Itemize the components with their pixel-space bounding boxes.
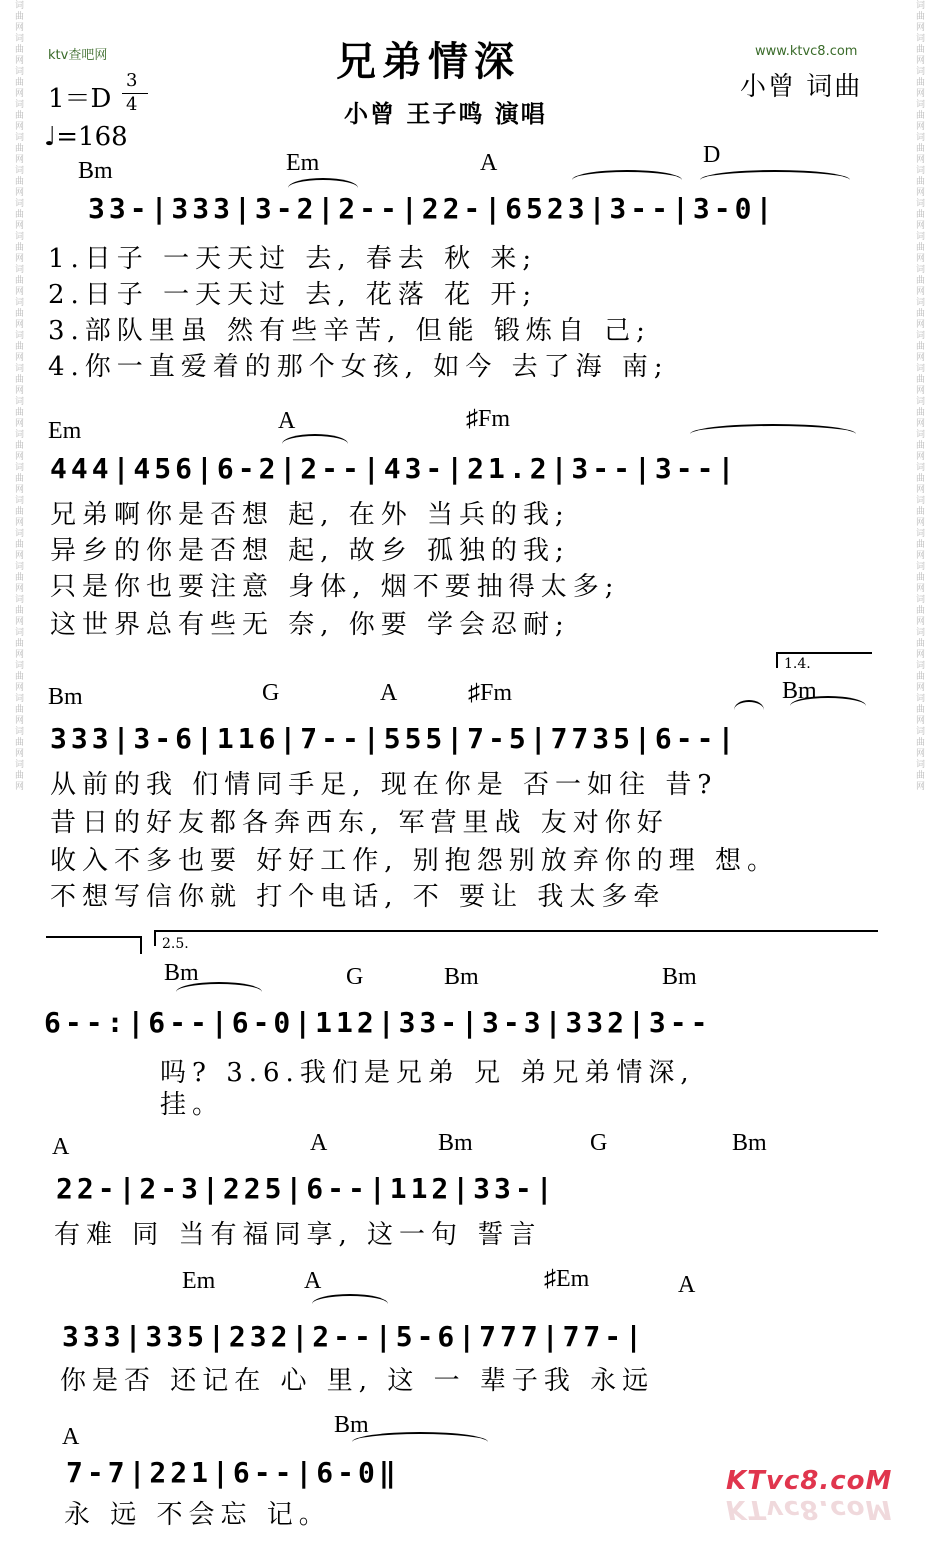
notation-row: 6--:|6--|6-0|112|33-|3-3|332|3--: [44, 1006, 712, 1039]
time-signature-top: 3: [126, 70, 138, 91]
chord: Bm: [78, 158, 113, 184]
chord: Em: [286, 150, 320, 176]
chord: D: [703, 142, 721, 168]
tie: [790, 696, 866, 716]
lyric-line: 收入不多也要 好好工作, 别抱怨别放弃你的理 想。: [50, 846, 780, 876]
credits: 小曾 词曲: [740, 72, 863, 102]
chord: A: [304, 1268, 322, 1294]
notation-row: 333|3-6|116|7--|555|7-5|7735|6--|: [50, 722, 739, 755]
tie: [176, 982, 262, 1002]
chord: Em: [182, 1268, 216, 1294]
chord: Bm: [444, 964, 479, 990]
lyric-line: 你是否 还记在 心 里, 这 一 辈子我 永远: [60, 1366, 655, 1396]
volta-label: 2.5.: [162, 936, 189, 952]
volta-bracket-edge: [154, 930, 156, 946]
volta-bracket: [46, 936, 142, 938]
lyric-line: 兄弟啊你是否想 起, 在外 当兵的我;: [50, 500, 570, 530]
lyric-line: 有难 同 当有福同享, 这一句 誓言: [54, 1220, 542, 1250]
notation-row: 22-|2-3|225|6--|112|33-|: [56, 1172, 557, 1205]
lyric-line: 异乡的你是否想 起, 故乡 孤独的我;: [50, 536, 570, 566]
side-watermark-right: 词曲网词曲网词曲网词曲网词曲网词曲网词曲网词曲网词曲网词曲网词曲网词曲网词曲网词曲网词曲网词曲网词曲网词曲网词曲网词曲网词曲网词曲网词曲网词曲网: [914, 0, 924, 792]
chord: G: [346, 964, 364, 990]
chord: Bm: [782, 678, 817, 704]
chord: Bm: [732, 1130, 767, 1156]
chord: Bm: [164, 960, 199, 986]
slur: [572, 170, 682, 190]
chord: A: [480, 150, 498, 176]
lyric-line: 不想写信你就 打个电话, 不 要让 我太多牵: [50, 882, 666, 912]
lyric-line: 3.部队里虽 然有些辛苦, 但能 锻炼自 己;: [48, 316, 651, 346]
slur: [734, 700, 764, 720]
slur: [312, 1294, 388, 1314]
volta-bracket-edge: [140, 936, 142, 954]
lyric-line: 吗? 3.6.我们是兄弟 兄 弟兄弟情深,: [160, 1058, 695, 1088]
chord: A: [310, 1130, 328, 1156]
lyric-line: 昔日的好友都各奔西东, 军营里战 友对你好: [50, 808, 669, 838]
volta-bracket: [154, 930, 878, 932]
chord: Bm: [438, 1130, 473, 1156]
notation-row: 33-|333|3-2|2--|22-|6523|3--|3-0|: [88, 192, 777, 225]
volta-label: 1.4.: [784, 656, 811, 672]
tie: [690, 424, 856, 444]
chord: ♯Fm: [466, 406, 511, 432]
notation-row: 7-7|221|6--|6-0‖: [66, 1456, 400, 1489]
notation-row: 333|335|232|2--|5-6|777|77-|: [62, 1320, 647, 1353]
chord: G: [262, 680, 280, 706]
chord: G: [590, 1130, 608, 1156]
lyric-line: 这世界总有些无 奈, 你要 学会忍耐;: [50, 610, 570, 640]
chord: Em: [48, 418, 82, 444]
lyric-line: 4.你一直爱着的那个女孩, 如今 去了海 南;: [48, 352, 669, 382]
volta-bracket: [776, 652, 872, 654]
chord: A: [278, 408, 296, 434]
notation-row: 444|456|6-2|2--|43-|21.2|3--|3--|: [50, 452, 739, 485]
lyric-line: 2.日子 一天天过 去, 花落 花 开;: [48, 280, 538, 310]
chord: A: [52, 1134, 70, 1160]
time-signature-bottom: 4: [126, 94, 138, 115]
ktvc8-logo: KTvc8.coM: [726, 1466, 893, 1496]
chord: ♯Fm: [468, 680, 513, 706]
chord: ♯Em: [544, 1266, 590, 1292]
tie: [352, 1432, 488, 1452]
lyric-line: 1.日子 一天天过 去, 春去 秋 来;: [48, 244, 538, 274]
lyric-line: 挂。: [160, 1090, 225, 1120]
volta-bracket-edge: [776, 652, 778, 668]
site-label-right: www.ktvc8.com: [755, 44, 858, 59]
chord: A: [678, 1272, 696, 1298]
song-title: 兄弟情深: [336, 39, 520, 85]
site-label-left: ktv查吧网: [48, 48, 108, 63]
tie: [700, 170, 850, 190]
slur: [282, 434, 348, 454]
lyric-line: 从前的我 们情同手足, 现在你是 否一如往 昔?: [50, 770, 718, 800]
side-watermark-left: 词曲网词曲网词曲网词曲网词曲网词曲网词曲网词曲网词曲网词曲网词曲网词曲网词曲网词曲网词曲网词曲网词曲网词曲网词曲网词曲网词曲网词曲网词曲网词曲网: [13, 0, 23, 792]
lyric-line: 永 远 不会忘 记。: [64, 1500, 331, 1530]
chord: Bm: [662, 964, 697, 990]
performers: 小曾 王子鸣 演唱: [344, 100, 547, 128]
key-signature: 1＝D: [48, 84, 112, 114]
chord: A: [380, 680, 398, 706]
ktvc8-logo-reflection: KTvc8.coM: [726, 1494, 893, 1524]
chord: A: [62, 1424, 80, 1450]
chord: Bm: [48, 684, 83, 710]
lyric-line: 只是你也要注意 身体, 烟不要抽得太多;: [50, 572, 620, 602]
chord: Bm: [334, 1412, 369, 1438]
tempo-marking: ♩=168: [44, 122, 128, 152]
